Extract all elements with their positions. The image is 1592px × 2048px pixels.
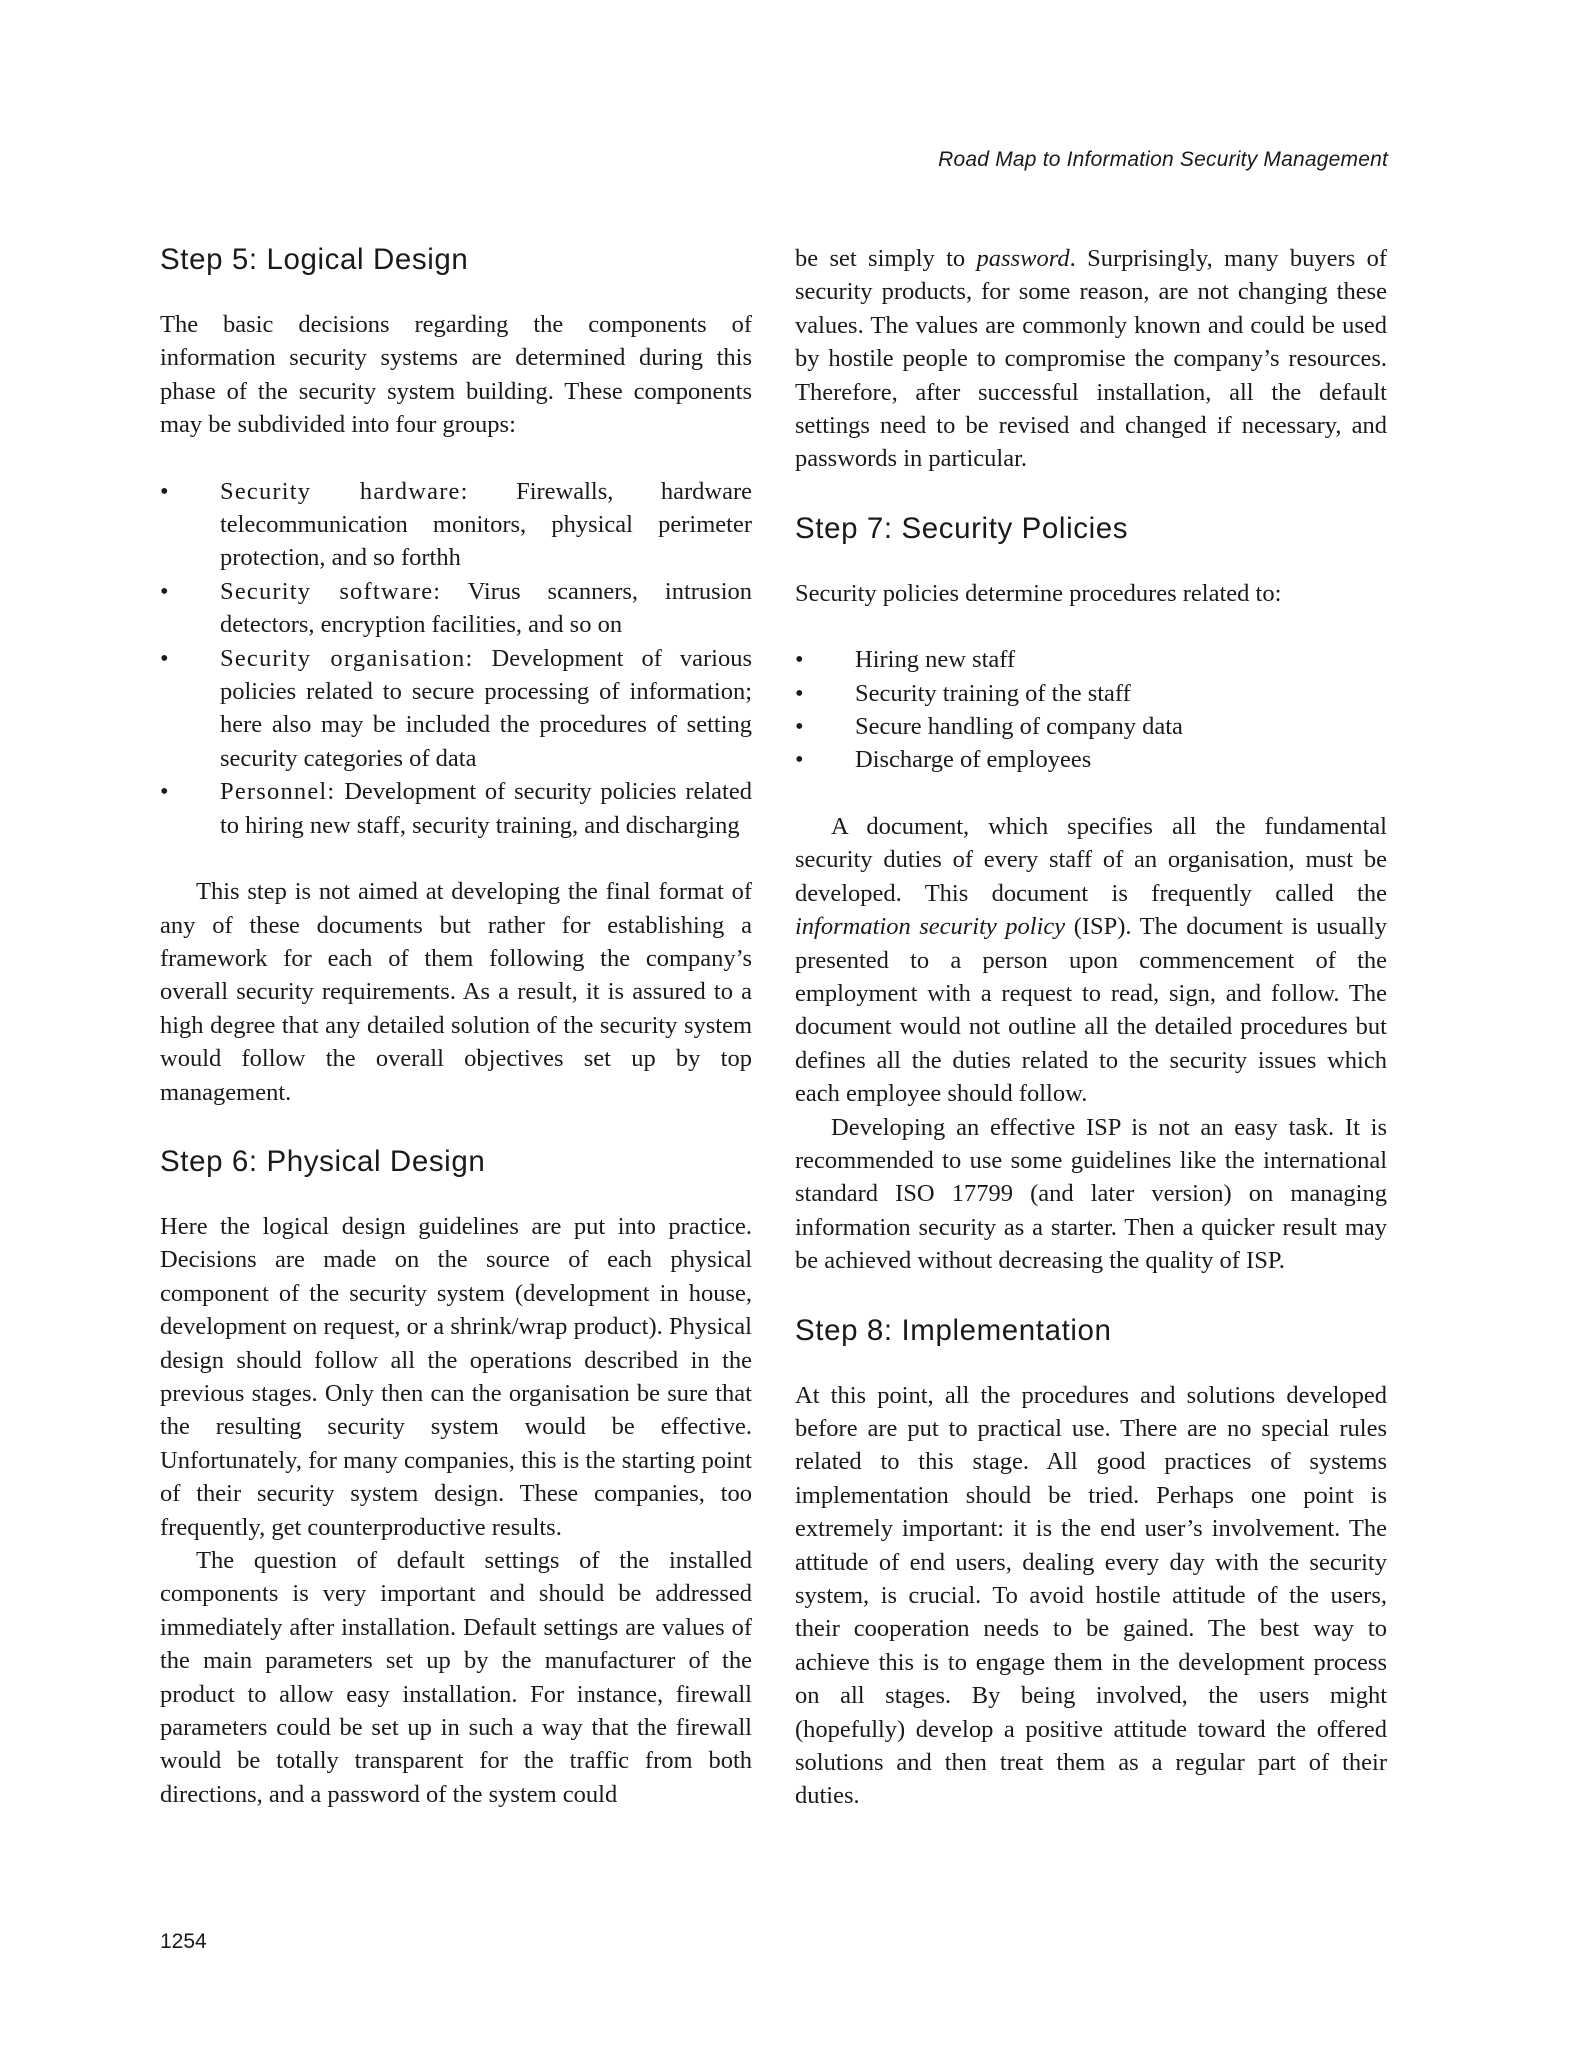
- step5-heading: Step 5: Logical Design: [160, 243, 469, 276]
- continued-text-end: . Surprisingly, many buyers of security products, for some reason, are not changing these values. The values are commonly known and could be used by hostile people to compromise the company’s resources. Therefore, after successful installation, all the default settings need to be revised and changed if necessary, and passwords in particular.: [795, 245, 1387, 473]
- bullet-text: Discharge of employees: [855, 746, 1092, 774]
- step6-paragraph-1: Here the logical design guidelines are put into practice. Decisions are made on the source of each physical component of the security system (development in house, development on request, or a shrink/wrap product). Physical design should follow all the operations described in the previous stages. Only then can the organisation be sure that the resulting security system would be effective. Unfortunately, for many companies, this is the starting point of their security system design. These companies, too frequently, get counterproductive results.: [160, 1212, 752, 1541]
- step8-heading: Step 8: Implementation: [795, 1313, 1112, 1347]
- running-head: Road Map to Information Security Management: [938, 148, 1388, 171]
- bullet-text: Firewalls, hardware telecommunication monitors, physical perimeter protection, and so forthh: [220, 477, 752, 572]
- bullet-marker: •: [795, 746, 804, 774]
- bullet-term: Security hardware:: [220, 477, 469, 505]
- step7-paragraph-2: Developing an effective ISP is not an easy task. It is recommended to use some guidelines like the international standard ISO 17799 (and later version) on managing information security as a starter. Then a quicker result may be achieved without decreasing the quality of ISP.: [795, 1113, 1387, 1275]
- list-item: [160, 475, 752, 575]
- isp-text-start: A document, which specifies all the fundamental security duties of every staff of an organisation, must be developed. This document is frequently called the: [795, 812, 1387, 907]
- right-column: [795, 242, 1387, 1813]
- step5-component-list: [160, 475, 752, 842]
- bullet-marker: •: [795, 713, 804, 741]
- step7-procedure-list: [795, 643, 1387, 777]
- bullet-term: Security organisation:: [220, 644, 474, 672]
- bullet-text: Virus scanners, intrusion detectors, encryption facilities, and so on: [220, 577, 753, 639]
- bullet-text: Development of security policies related to hiring new staff, security training, and discharging: [220, 778, 752, 839]
- list-item: [795, 643, 1387, 676]
- list-item: [795, 710, 1387, 743]
- continued-text-italic: password: [976, 245, 1070, 272]
- step6-paragraph-2-continued: [795, 242, 1387, 476]
- bullet-text: Security training of the staff: [855, 679, 1131, 707]
- page-number: 1254: [160, 1930, 207, 1953]
- bullet-term: Security software:: [220, 577, 442, 605]
- left-column: [160, 240, 752, 1811]
- bullet-text: Hiring new staff: [855, 646, 1016, 674]
- step5-intro: The basic decisions regarding the components of information security systems are determined during this phase of the security system building. These components may be subdivided into four groups:: [160, 311, 752, 439]
- list-item: [160, 575, 752, 642]
- step7-paragraph-1: [795, 810, 1387, 1111]
- bullet-marker: •: [160, 778, 169, 806]
- list-item: [795, 677, 1387, 710]
- list-item: [160, 642, 752, 776]
- continued-text-start: be set simply to: [795, 245, 977, 272]
- step5-paragraph: This step is not aimed at developing the final format of any of these documents but rather for establishing a framework for each of them following the company’s overall security requirements. As a result, it is assured to a high degree that any detailed solution of the security system would follow the overall objectives set up by top management.: [160, 878, 752, 1106]
- bullet-term: Personnel:: [220, 778, 336, 806]
- list-item: [160, 775, 752, 842]
- step7-intro: Security policies determine procedures related to:: [795, 579, 1282, 607]
- isp-term-italic: information security policy: [795, 913, 1066, 941]
- bullet-text: Development of various policies related to secure processing of information; here also may be included the procedures of setting security categories of data: [220, 644, 752, 772]
- bullet-marker: •: [160, 577, 169, 605]
- bullet-text: Secure handling of company data: [855, 713, 1183, 741]
- list-item: [795, 743, 1387, 776]
- bullet-marker: •: [160, 477, 169, 505]
- isp-text-end: (ISP). The document is usually presented to a person upon commencement of the employment with a request to read, sign, and follow. The document would not outline all the detailed procedures but defines all the duties related to the security issues which each employee should follow.: [795, 913, 1387, 1108]
- step7-heading: Step 7: Security Policies: [795, 511, 1129, 545]
- step8-paragraph: At this point, all the procedures and solutions developed before are put to practical use. There are no special rules related to this stage. All good practices of systems implementation should be tried. Perhaps one point is extremely important: it is the end user’s involvement. The attitude of end users, dealing every day with the security system, is crucial. To avoid hostile attitude of the users, their cooperation needs to be gained. The best way to achieve this is to engage them in the development process on all stages. By being involved, the users might (hopefully) develop a positive attitude toward the offered solutions and then treat them as a regular part of their duties.: [795, 1381, 1387, 1810]
- bullet-marker: •: [160, 644, 169, 672]
- bullet-marker: •: [795, 679, 804, 707]
- step6-paragraph-2: The question of default settings of the installed components is very important and should be addressed immediately after installation. Default settings are values of the main parameters set up by the manufacturer of the product to allow easy installation. For instance, firewall parameters could be set up in such a way that the firewall would be totally transparent for the traffic from both directions, and a password of the system could: [160, 1547, 752, 1808]
- bullet-marker: •: [795, 646, 804, 674]
- step6-heading: Step 6: Physical Design: [160, 1144, 486, 1178]
